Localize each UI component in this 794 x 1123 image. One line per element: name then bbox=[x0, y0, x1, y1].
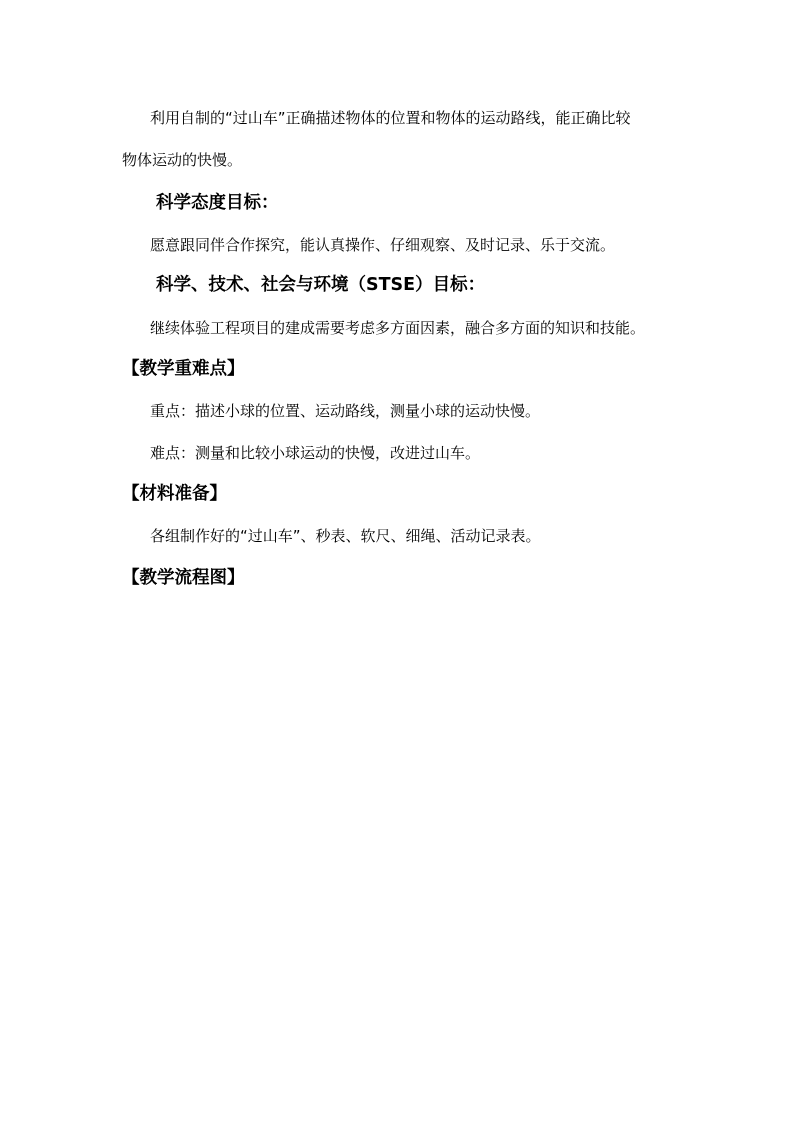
materials-text: 各组制作好的“过山车”、秒表、软尺、细绳、活动记录表。 bbox=[150, 527, 541, 545]
attitude-goal-heading: 科学态度目标： bbox=[156, 193, 279, 213]
key-point-text: 重点：描述小球的位置、运动路线，测量小球的运动快慢。 bbox=[150, 402, 541, 420]
stse-goal-text: 继续体验工程项目的建成需要考虑多方面因素，融合多方面的知识和技能。 bbox=[150, 319, 646, 337]
key-difficult-section-heading: 【教学重难点】 bbox=[122, 359, 245, 379]
flowchart-section-heading: 【教学流程图】 bbox=[122, 568, 245, 588]
attitude-goal-text: 愿意跟同伴合作探究，能认真操作、仔细观察、及时记录、乐于交流。 bbox=[150, 236, 616, 254]
materials-section-heading: 【材料准备】 bbox=[122, 484, 227, 504]
stse-goal-heading: 科学、技术、社会与环境（STSE）目标： bbox=[156, 275, 486, 295]
intro-paragraph-line-2: 物体运动的快慢。 bbox=[122, 151, 243, 169]
intro-paragraph-line-1: 利用自制的“过山车”正确描述物体的位置和物体的运动路线，能正确比较 bbox=[150, 109, 631, 127]
difficult-point-text: 难点：测量和比较小球运动的快慢，改进过山车。 bbox=[150, 444, 481, 462]
